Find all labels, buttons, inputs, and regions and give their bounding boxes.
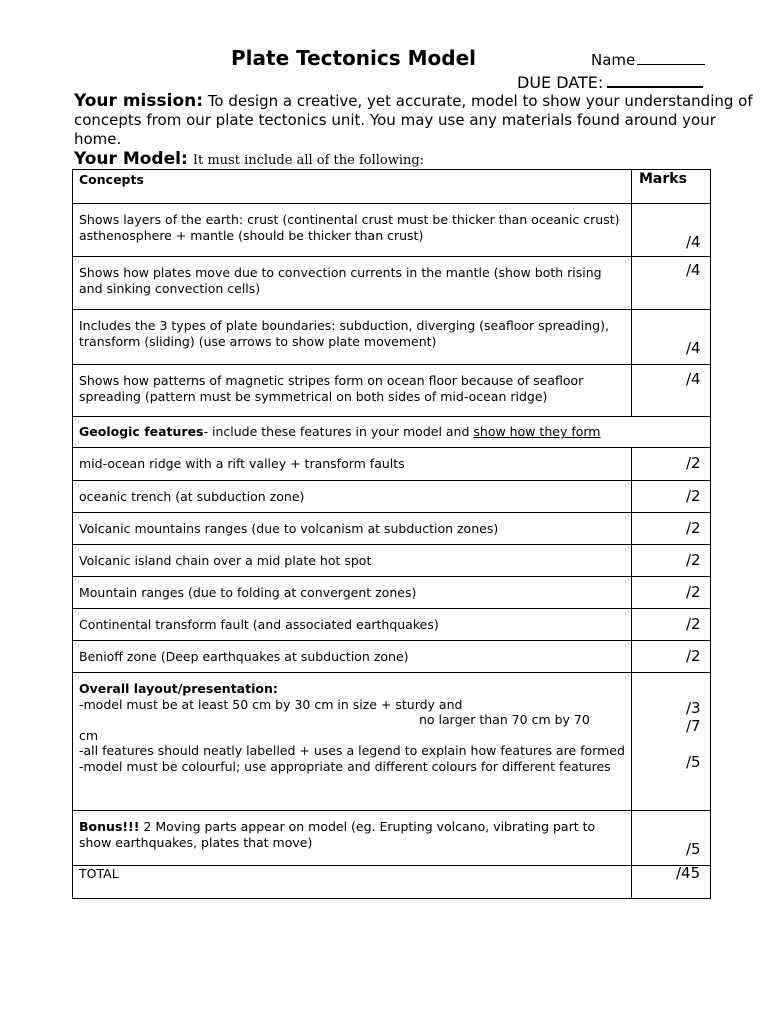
mark-cell: /2 — [632, 481, 711, 513]
geologic-features-cell — [73, 417, 711, 448]
table-row — [73, 641, 711, 673]
mark-cell: /2 — [632, 513, 711, 545]
layout-line-1c: cm — [79, 727, 99, 743]
table-row — [73, 513, 711, 545]
table-row — [73, 448, 711, 481]
table-row — [73, 310, 711, 365]
table-row — [73, 577, 711, 609]
mark-cell: /4 — [632, 310, 711, 365]
mark-cell: /2 — [632, 545, 711, 577]
layout-mark-2: /7 — [686, 717, 701, 735]
geologic-underlined: show how they form — [473, 424, 601, 440]
mark-cell: /2 — [632, 609, 711, 641]
model-text: It must include all of the following: — [192, 153, 425, 168]
name-blank — [637, 52, 705, 65]
layout-line-2: -all features should neatly labelled + uses a legend to explain how features are formed — [79, 743, 625, 758]
layout-line-3: -model must be colourful; use appropriate and different colours for different features — [79, 758, 611, 774]
concept-cell: Shows layers of the earth: crust (continental crust must be thicker than oceanic crust) asthenosphere + mantle (should be thicker than crust) — [73, 204, 632, 257]
table-row — [73, 365, 711, 417]
bonus-row — [73, 811, 711, 866]
table-row — [73, 609, 711, 641]
mark-cell: /4 — [632, 257, 711, 310]
concepts-header: Concepts — [73, 170, 632, 204]
feature-cell: oceanic trench (at subduction zone) — [73, 481, 632, 513]
mark-cell: /2 — [632, 641, 711, 673]
name-field — [591, 51, 705, 69]
geologic-features-row — [73, 417, 711, 448]
layout-mark-3: /5 — [686, 753, 701, 771]
layout-cell — [73, 673, 632, 811]
feature-cell: Mountain ranges (due to folding at convergent zones) — [73, 577, 632, 609]
total-label: TOTAL — [73, 866, 632, 899]
due-date-field — [517, 72, 703, 92]
mark-cell: /2 — [632, 577, 711, 609]
concept-cell: Shows how plates move due to convection currents in the mantle (show both rising and sinking convection cells) — [73, 257, 632, 310]
concept-cell: Shows how patterns of magnetic stripes form on ocean floor because of seafloor spreading (pattern must be symmetrical on both sides of mid-ocean ridge) — [73, 365, 632, 417]
page-title: Plate Tectonics Model — [231, 46, 476, 70]
feature-cell: Volcanic mountains ranges (due to volcanism at subduction zones) — [73, 513, 632, 545]
feature-cell: Continental transform fault (and associated earthquakes) — [73, 609, 632, 641]
bonus-bold: Bonus!!! — [79, 819, 140, 834]
due-date-label: DUE DATE: — [517, 73, 604, 92]
rubric-table — [72, 169, 711, 899]
mark-cell: /4 — [632, 365, 711, 417]
layout-line-1b: no larger than 70 cm by 70 — [419, 712, 590, 727]
layout-heading: Overall layout/presentation: — [79, 681, 278, 696]
table-row — [73, 204, 711, 257]
total-mark: /45 — [632, 866, 711, 899]
marks-header: Marks — [632, 170, 711, 204]
table-header-row — [73, 170, 711, 204]
feature-cell: Benioff zone (Deep earthquakes at subduction zone) — [73, 641, 632, 673]
bonus-mark: /5 — [632, 811, 711, 866]
feature-cell: mid-ocean ridge with a rift valley + transform faults — [73, 448, 632, 481]
layout-presentation-row — [73, 673, 711, 811]
geologic-bold: Geologic features — [79, 424, 204, 440]
total-row — [73, 866, 711, 899]
concept-cell: Includes the 3 types of plate boundaries: subduction, diverging (seafloor spreading), transform (sliding) (use arrows to show plate movement) — [73, 310, 632, 365]
layout-marks-cell — [632, 673, 711, 811]
table-row — [73, 545, 711, 577]
model-lead: Your Model: — [74, 149, 188, 169]
bonus-text: 2 Moving parts appear on model (eg. Erupting volcano, vibrating part to show earthquakes, plates that move) — [79, 819, 596, 850]
model-heading — [74, 149, 754, 169]
table-row — [73, 481, 711, 513]
mark-cell: /4 — [632, 204, 711, 257]
layout-mark-1: /3 — [686, 699, 701, 717]
name-label: Name — [591, 51, 636, 69]
mission-paragraph — [74, 92, 754, 149]
mark-cell: /2 — [632, 448, 711, 481]
table-row — [73, 257, 711, 310]
mission-text: To design a creative, yet accurate, model to show your understanding of concepts from our plate tectonics unit. You may use any materials found around your home. — [74, 92, 753, 148]
bonus-cell — [73, 811, 632, 866]
mission-lead: Your mission: — [74, 91, 204, 111]
due-date-blank — [607, 72, 703, 88]
geologic-text: - include these features in your model and — [203, 424, 474, 440]
feature-cell: Volcanic island chain over a mid plate hot spot — [73, 545, 632, 577]
layout-line-1a: -model must be at least 50 cm by 30 cm in size + sturdy and — [79, 696, 463, 712]
